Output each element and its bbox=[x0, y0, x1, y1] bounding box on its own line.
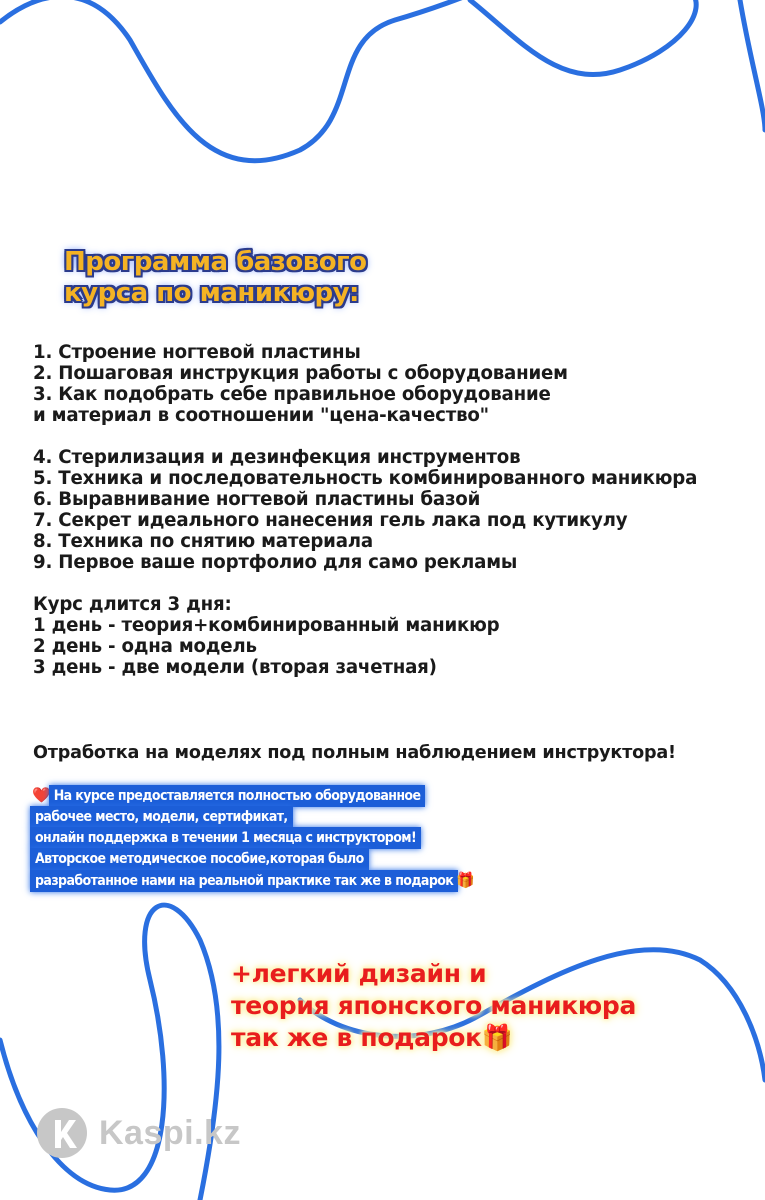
program-item: 7. Секрет идеального нанесения гель лака под кутикулу bbox=[33, 510, 628, 531]
practice-note: Отработка на моделях под полным наблюдением инструктора! bbox=[33, 743, 676, 763]
duration-day: 2 день - одна модель bbox=[33, 636, 257, 657]
kaspi-logo-text: Kaspi.kz bbox=[99, 1113, 241, 1152]
kaspi-logo-icon bbox=[37, 1108, 87, 1158]
gift-icon: 🎁 bbox=[481, 1023, 513, 1052]
duration-day: 3 день - две модели (вторая зачетная) bbox=[33, 657, 437, 678]
program-item: 8. Техника по снятию материала bbox=[33, 531, 373, 552]
program-item: 1. Строение ногтевой пластины bbox=[33, 342, 361, 363]
offer-line: Авторское методическое пособие,которая было bbox=[32, 850, 367, 868]
offer-block bbox=[32, 785, 475, 892]
offer-line: разработанное нами на реальной практике так же в подарок bbox=[32, 872, 456, 890]
kaspi-logo bbox=[37, 1108, 241, 1158]
heart-icon: ❤️ bbox=[32, 786, 51, 804]
duration-day: 1 день - теория+комбинированный маникюр bbox=[33, 615, 500, 636]
course-title-line1: Программа базового bbox=[64, 247, 367, 277]
bonus-block bbox=[231, 958, 636, 1054]
course-title-line2: курса по маникюру: bbox=[64, 278, 359, 308]
program-item: 3. Как подобрать себе правильное оборудование bbox=[33, 384, 551, 405]
program-item: 2. Пошаговая инструкция работы с оборудованием bbox=[33, 363, 568, 384]
bonus-line: так же в подарок bbox=[231, 1023, 482, 1052]
program-list bbox=[33, 342, 758, 678]
offer-line: онлайн поддержка в течении 1 месяца с инструктором! bbox=[32, 829, 419, 847]
offer-line: рабочее место, модели, сертификат, bbox=[32, 808, 291, 826]
program-item: 9. Первое ваше портфолио для само рекламы bbox=[33, 552, 518, 573]
program-item: 6. Выравнивание ногтевой пластины базой bbox=[33, 489, 481, 510]
program-item: 4. Стерилизация и дезинфекция инструментов bbox=[33, 447, 521, 468]
duration-heading: Курс длится 3 дня: bbox=[33, 594, 232, 615]
program-item: 5. Техника и последовательность комбинированного маникюра bbox=[33, 468, 698, 489]
course-title bbox=[64, 247, 367, 309]
gift-icon: 🎁 bbox=[456, 871, 475, 889]
offer-line: На курсе предоставляется полностью оборудованное bbox=[51, 787, 424, 805]
bonus-line: +легкий дизайн и bbox=[231, 959, 487, 988]
bonus-line: теория японского маникюра bbox=[231, 991, 637, 1020]
program-item: и материал в соотношении "цена-качество" bbox=[33, 405, 489, 426]
